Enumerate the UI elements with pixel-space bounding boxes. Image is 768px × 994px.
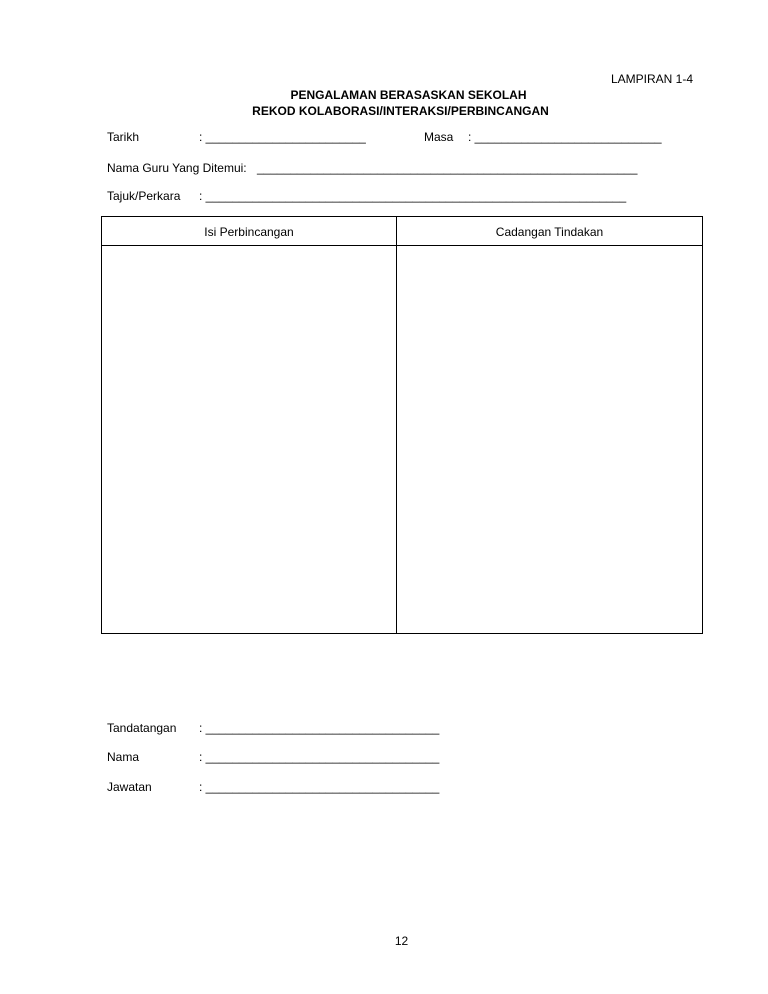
page-number: 12 — [394, 934, 409, 948]
jawatan-label: Jawatan — [107, 780, 152, 794]
tarikh-field[interactable]: : ________________________ — [199, 130, 366, 144]
discussion-table — [101, 216, 703, 634]
nama-guru-field[interactable]: _________________________________________________________ — [257, 161, 638, 175]
appendix-label: LAMPIRAN 1-4 — [611, 72, 694, 86]
tandatangan-field[interactable]: : ___________________________________ — [199, 721, 440, 735]
tajuk-field[interactable]: : _______________________________________________________________ — [199, 189, 627, 203]
nama-guru-label: Nama Guru Yang Ditemui: — [107, 161, 247, 175]
jawatan-field[interactable]: : ___________________________________ — [199, 780, 440, 794]
nama-field[interactable]: : ___________________________________ — [199, 750, 440, 764]
isi-perbincangan-cell[interactable] — [102, 246, 396, 633]
cadangan-tindakan-cell[interactable] — [397, 246, 702, 633]
col-header-cadangan-tindakan: Cadangan Tindakan — [495, 225, 604, 239]
tajuk-label: Tajuk/Perkara — [107, 189, 181, 203]
tarikh-label: Tarikh — [107, 130, 140, 144]
tandatangan-label: Tandatangan — [107, 721, 177, 735]
form-title-line1: PENGALAMAN BERASASKAN SEKOLAH — [290, 88, 527, 102]
col-header-isi-perbincangan: Isi Perbincangan — [204, 225, 294, 239]
form-title-line2: REKOD KOLABORASI/INTERAKSI/PERBINCANGAN — [252, 104, 549, 118]
masa-label: Masa — [424, 130, 454, 144]
masa-field[interactable]: : ____________________________ — [468, 130, 662, 144]
nama-label: Nama — [107, 750, 140, 764]
